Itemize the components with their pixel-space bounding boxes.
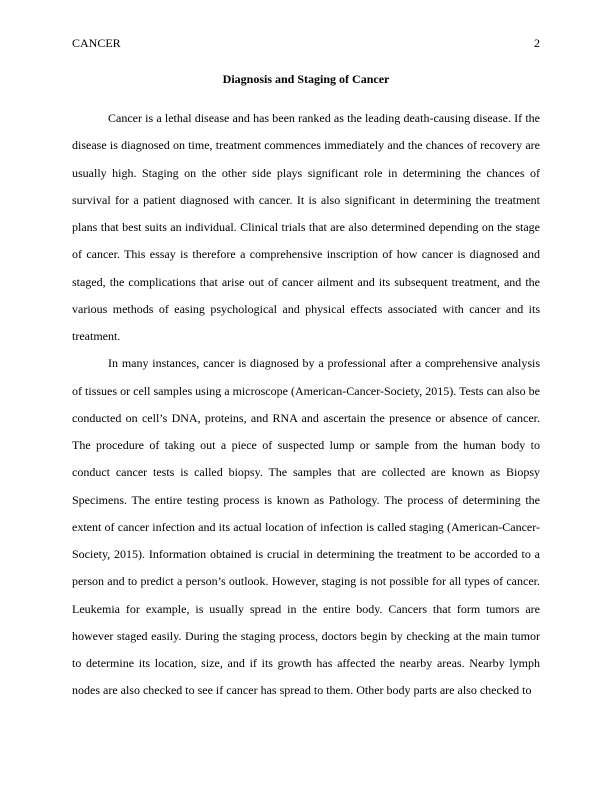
- paragraph-diagnosis: In many instances, cancer is diagnosed by a professional after a comprehensive analysis of tissues or cell samples using a microscope (American-Cancer-Society, 2015). Tests can also be conducted on cell’s DNA, proteins, and RNA and ascertain the presence or absence of cancer. The procedure of taking out a piece of suspected lump or sample from the human body to conduct cancer tests is called biopsy. The samples that are collected are known as Biopsy Specimens. The entire testing process is known as Pathology. The process of determining the extent of cancer infection and its actual location of infection is called staging (American-Cancer-Society, 2015). Information obtained is crucial in determining the treatment to be accorded to a person and to predict a person’s outlook. However, staging is not possible for all types of cancer. Leukemia for example, is usually spread in the entire body. Cancers that form tumors are however staged easily. During the staging process, doctors begin by checking at the main tumor to determine its location, size, and if its growth has affected the nearby areas. Nearby lymph nodes are also checked to see if cancer has spread to them. Other body parts are also checked to: [72, 356, 540, 698]
- document-title: Diagnosis and Staging of Cancer: [222, 72, 390, 86]
- page-number: 2: [534, 36, 540, 50]
- document-body: [72, 105, 540, 705]
- running-head: CANCER: [72, 36, 121, 50]
- paragraph-intro: Cancer is a lethal disease and has been ranked as the leading death-causing disease. If the disease is diagnosed on time, treatment commences immediately and the chances of recovery are usually high. Staging on the other side plays significant role in determining the chances of survival for a patient diagnosed with cancer. It is also significant in determining the treatment plans that best suits an individual. Clinical trials that are also determined depending on the stage of cancer. This essay is therefore a comprehensive inscription of how cancer is diagnosed and staged, the complications that arise out of cancer ailment and its subsequent treatment, and the various methods of easing psychological and physical effects associated with cancer and its treatment.: [72, 111, 540, 343]
